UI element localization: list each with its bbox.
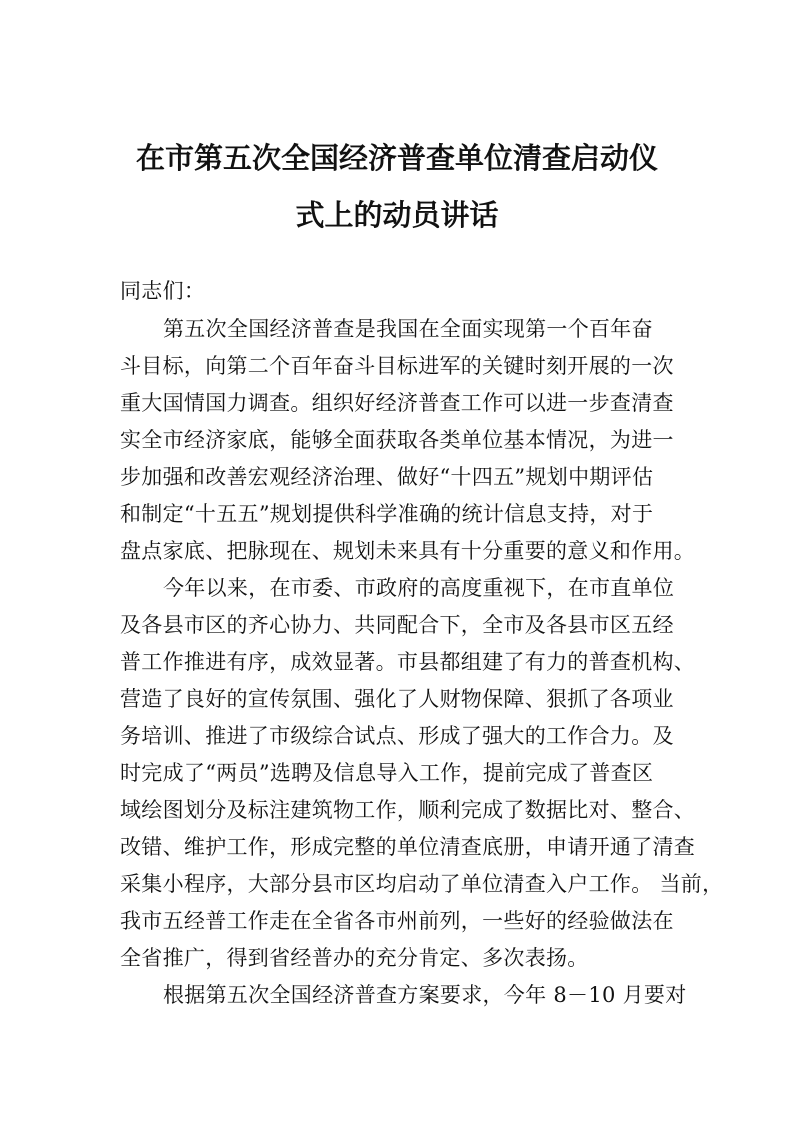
paragraph-2-line-8: 改错、维护工作，形成完整的单位清查底册，申请开通了清查 (120, 835, 696, 859)
document-title-line-1: 在市第五次全国经济普查单位清查启动仪 (135, 141, 658, 175)
paragraph-1-line-1: 第五次全国经济普查是我国在全面实现第一个百年奋 (163, 317, 653, 341)
paragraph-2-line-4: 营造了良好的宣传氛围、强化了人财物保障、狠抓了各项业 (120, 687, 674, 711)
paragraph-2-line-6: 时完成了“两员”选聘及信息导入工作，提前完成了普查区 (120, 761, 654, 785)
paragraph-1-line-4: 实全市经济家底，能够全面获取各类单位基本情况，为进一 (120, 428, 674, 452)
paragraph-3-line-1: 根据第五次全国经济普查方案要求，今年 8－10 月要对 (163, 983, 687, 1007)
paragraph-1-line-2: 斗目标，向第二个百年奋斗目标进军的关键时刻开展的一次 (120, 354, 674, 378)
paragraph-1-line-6: 和制定“十五五”规划提供科学准确的统计信息支持，对于 (120, 502, 654, 526)
paragraph-1-line-3: 重大国情国力调查。组织好经济普查工作可以进一步查清查 (120, 391, 674, 415)
paragraph-2-line-9: 采集小程序，大部分县市区均启动了单位清查入户工作。 当前， (120, 872, 724, 896)
paragraph-2-line-10: 我市五经普工作走在全省各市州前列，一些好的经验做法在 (120, 909, 674, 933)
salutation: 同志们： (120, 279, 206, 303)
document-title-line-2: 式上的动员讲话 (295, 198, 499, 232)
paragraph-2-line-7: 域绘图划分及标注建筑物工作，顺利完成了数据比对、整合、 (120, 798, 696, 822)
paragraph-1-line-7: 盘点家底、把脉现在、规划未来具有十分重要的意义和作用。 (120, 539, 696, 563)
paragraph-2-line-11: 全省推广，得到省经普办的充分肯定、多次表扬。 (120, 946, 589, 970)
paragraph-1-line-5: 步加强和改善宏观经济治理、做好“十四五”规划中期评估 (120, 465, 654, 489)
paragraph-2-line-2: 及各县市区的齐心协力、共同配合下，全市及各县市区五经 (120, 613, 674, 637)
paragraph-2-line-5: 务培训、推进了市级综合试点、形成了强大的工作合力。及 (120, 724, 674, 748)
paragraph-2-line-3: 普工作推进有序，成效显著。市县都组建了有力的普查机构、 (120, 650, 696, 674)
paragraph-2-line-1: 今年以来，在市委、市政府的高度重视下，在市直单位 (163, 576, 675, 600)
